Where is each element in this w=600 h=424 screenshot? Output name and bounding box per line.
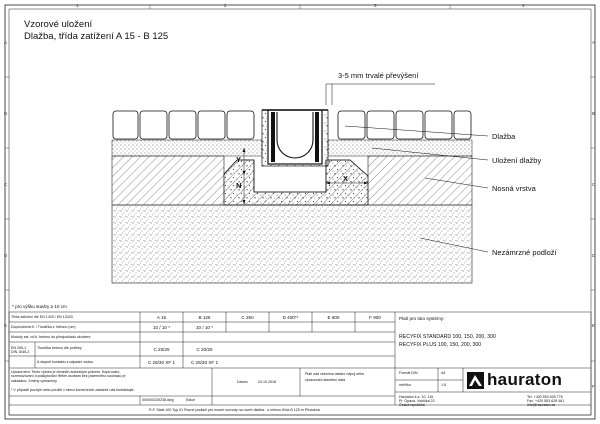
grid-letter-d: D <box>4 253 8 258</box>
grid-number-1: 1 <box>76 3 79 8</box>
concrete2-a15: C 25/30 XF 1 <box>147 360 176 365</box>
web-contact: info@hauraton.cz <box>527 403 556 407</box>
description: R.F. Stalk 100 Typ 01 Rovné podlaží pro nosné rozvody na roveň dlažba - s měnou třída B 125 m Příslušná <box>149 408 320 412</box>
settlement-label: 3-5 mm trvalé převýšení <box>338 71 419 80</box>
dim-n-label: N <box>236 181 242 190</box>
row-note: Moduly zat. od tl. betonu do předpokladu ukotvení <box>11 335 91 339</box>
class-e600: E 600 <box>327 315 340 320</box>
grid-letter-f-right: F <box>592 384 595 389</box>
grid-number-4: 4 <box>522 3 525 8</box>
drawing-subtitle: Dlažba, třída zatížení A 15 - B 125 <box>24 31 169 42</box>
row-standard: Třída zatížení dle EN 1433 / EN 13433 <box>11 315 73 319</box>
row-rule3: A stupně kontaktu s odpadní vodou <box>37 360 94 364</box>
title-block <box>9 312 591 415</box>
concrete2-b125: C 25/30 XF 1 <box>190 360 219 365</box>
edition-label: Edice <box>186 398 195 402</box>
drawing-title: Vzorové uložení <box>24 19 93 30</box>
subgrade-layer <box>112 205 472 283</box>
row-rule2: Tloušťka betonu dle potřeby <box>37 346 82 350</box>
class-d400: D 400** <box>282 315 299 320</box>
format-value: A4 <box>441 371 446 375</box>
legal-note-2: * V případě pochyb nebo použití v rámci komerčních zakázek nás kontaktujte. <box>11 388 135 392</box>
grid-letter-a: A <box>4 40 8 45</box>
class-f900: F 900 <box>369 315 381 320</box>
system-plus: RECYFIX PLUS 100, 150, 200, 300 <box>399 342 482 348</box>
applies-to: Platí pro tato systémy: <box>399 316 445 321</box>
brand-wordmark: hauraton <box>487 370 563 389</box>
phone-2: Fax. +420 553 628 461 <box>527 399 565 403</box>
grid-letter-e-right: E <box>592 323 596 328</box>
paving-bed-label: Uložení dlažby <box>492 156 542 165</box>
class-b125: B 125 <box>198 315 211 320</box>
address-2: Pr. Opava, Vodička 23 <box>399 399 435 403</box>
grid-letter-b-right: B <box>592 111 596 116</box>
validity-note-2: zpracování stavební data <box>305 378 346 382</box>
dim-x-label: X <box>343 174 349 183</box>
validity-note: Platí nad všechna ostatní nápoj ného <box>305 372 365 376</box>
file-name: 000000235238.dwg <box>142 398 174 402</box>
paving-bed-right <box>328 140 472 156</box>
dim-y-label: Y <box>236 155 242 164</box>
system-standard: RECYFIX STANDARD 100, 150, 200, 300 <box>399 334 496 340</box>
grid-letter-a-right: A <box>592 40 596 45</box>
grid-letter-c-right: C <box>592 182 596 187</box>
date-value: 24.10.2018 <box>258 380 276 384</box>
concrete1-a15: C 20/25 <box>153 347 170 352</box>
concrete1-b125: C 20/25 <box>196 347 213 352</box>
class-c250: C 250 <box>241 315 254 320</box>
date-label: Datum <box>237 380 248 384</box>
grid-letter-c: C <box>4 182 8 187</box>
footnote: * pro výšku stavby ≥ 10 cm <box>12 304 67 309</box>
address-3: Česká republika <box>399 403 425 407</box>
phone-1: Tel. +420 553 628 776 <box>527 395 563 399</box>
drainage-channel <box>262 110 328 166</box>
grid-number-2: 2 <box>224 3 227 8</box>
subgrade-label: Nezámrzné podloží <box>492 248 557 257</box>
row-concrete: Doporučená tř. / Tloušťka z. betonu (cm) <box>11 325 76 329</box>
scale-value: 1:5 <box>441 383 446 387</box>
paving-bed-left <box>112 140 262 156</box>
grid-letter-e: E <box>4 323 8 328</box>
scale-label: měřítko <box>399 383 411 387</box>
grid-letter-d-right: D <box>592 253 596 258</box>
grid-ticks <box>5 5 595 361</box>
thickness-b125: 10 / 10 * <box>195 325 214 330</box>
row-rule1: EN 206-1 DIN 1045-2 <box>11 346 30 355</box>
grid-letter-b: B <box>4 111 8 116</box>
grid-number-3: 3 <box>374 3 377 8</box>
class-a15: A 15 <box>156 315 167 320</box>
address-1: Hauraton k.s. 10, 115 <box>399 395 434 399</box>
base-layer-label: Nosná vrstva <box>492 184 536 193</box>
paving-label: Dlažba <box>492 132 516 141</box>
thickness-a15: 10 / 10 * <box>152 325 171 330</box>
hauraton-logo-icon <box>467 372 484 389</box>
legal-note: Upozornění: Tento výkres je chráněn autorským právem. Kopírování, rozmnožování a poskytování třetím osobám bez písemného souhlasu je zakázáno. Změny vyhrazeny. <box>11 370 126 383</box>
format-label: Formát DIN <box>399 371 418 375</box>
